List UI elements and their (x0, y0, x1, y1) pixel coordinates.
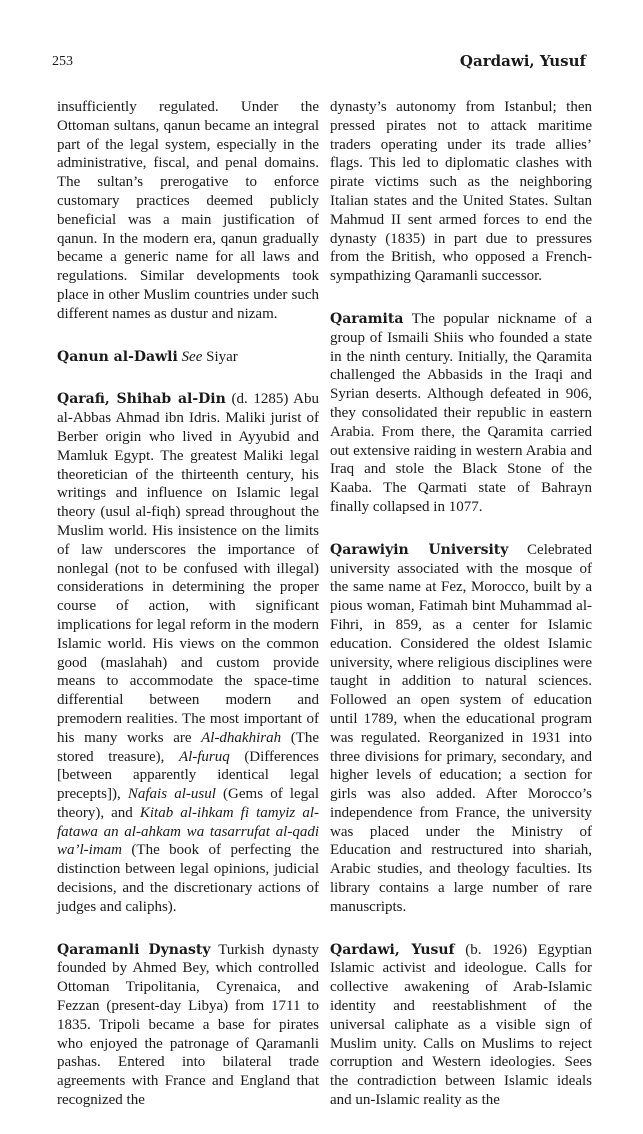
running-head: Qardawi, Yusuf (459, 52, 586, 70)
work-title: Kitab al-ihkam fi tamyiz al-fatawa an al-ahkam wa tasarrufat al-qadi wa’l-imam (57, 804, 319, 859)
continuation-paragraph (57, 98, 319, 324)
entry-qardawi-yusuf (330, 941, 592, 1110)
entry-text: The popular nickname of a group of Ismaili Shiis who founded a state in the ninth century. Initially, the Qaramita challenged the Abbasids in the Iraqi and Syrian deserts. Although defeated in 906, they consolidated their republic in eastern Arabia. From there, the Qaramita carried out extensive raiding in western Arabia and Iraq and stole the Black Stone of the Kaaba. The Qarmati state of Bahrayn finally collapsed in 1077. (330, 310, 592, 515)
entry-qarawiyin-university (330, 541, 592, 917)
entry-text: (Gems of legal theory), and (57, 786, 319, 821)
entry-qanun-al-dawli (57, 348, 319, 367)
entry-text: (b. 1926) Egyptian Islamic activist and ideologue. Calls for collective awakening of Arab-Islamic identity and reestablishment of the universal caliphate as a visible sign of Muslim unity. Calls on Muslims to reject corruption and Western ideologies. Sees the contradiction between Islamic ideals and un-Islamic reality as the (330, 941, 592, 1109)
cross-reference-link[interactable]: Siyar (206, 348, 238, 365)
continuation-paragraph (330, 98, 592, 286)
work-title: Al-furuq (178, 748, 230, 765)
work-title: Al-dhakhirah (201, 729, 282, 746)
entry-text: (The stored treasure), (57, 729, 320, 765)
headword: Qardawi, Yusuf (330, 941, 455, 958)
entry-qaramanli-dynasty (57, 941, 319, 1110)
entry-text: (Differences [between apparently identical legal precepts]), (57, 748, 319, 803)
right-column (330, 98, 592, 1134)
entry-text: Turkish dynasty founded by Ahmed Bey, which controlled Ottoman Tripolitania, Cyrenaica, and Fezzan (present-day Libya) from 1711 to 1835. Tripoli became a base for pirates who enjoyed the patronage of Qaramanli pashas. Entered into bilateral trade agreements with France and England that recognized the (57, 941, 319, 1109)
entry-qarafi (57, 390, 319, 916)
entry-text: (d. 1285) Abu al-Abbas Ahmad ibn Idris. Maliki jurist of Berber origin who lived in Ayyubid and Mamluk Egypt. The greatest Maliki legal theoretician of the thirteenth century, his writings and influence on Islamic legal theory (usul al-fiqh) spread throughout the Muslim world. His insistence on the limits of law underscores the importance of nonlegal (not to be confused with illegal) considerations in determining the proper course of action, with significant implications for legal reform in the modern Islamic world. His views on the common good (maslahah) and custom provide means to accommodate the space-time differential between modern and premodern realities. The most important of his many works are (57, 391, 320, 746)
headword: Qarawiyin University (330, 541, 509, 558)
headword: Qaramita (330, 310, 404, 327)
page-number: 253 (52, 54, 73, 69)
work-title: Nafais al-usul (127, 786, 216, 803)
entry-text: Celebrated university associated with the mosque of the same name at Fez, Morocco, built by a pious woman, Fatimah bint Muhammad al-Fihri, in 859, as a center for Islamic education. Considered the oldest Islamic university, where religious disciplines were taught in addition to natural sciences. Followed an open system of education until 1789, when the educational program was regulated. Reorganized in 1931 into three divisions for primary, secondary, and higher levels of education; a section for girls was also added. After Morocco’s independence from France, the university was placed under the Ministry of Education and restructured into shariah, Arabic studies, and theology faculties. Its library contains a large number of rare manuscripts. (330, 541, 593, 915)
see-reference: See (181, 348, 203, 365)
continuation-text: dynasty’s autonomy from Istanbul; then pressed pirates not to attack maritime traders operating under its trade allies’ flags. This led to diplomatic clashes with pirate victims such as the neighboring Italian states and the United States. Sultan Mahmud II sent armed forces to end the dynasty (1835) in part due to pressures from the British, who opposed a French-sympathizing Qaramanli successor. (330, 99, 592, 285)
headword: Qarafi, Shihab al-Din (57, 391, 226, 408)
entry-qaramita (330, 310, 592, 517)
continuation-text: insufficiently regulated. Under the Ottoman sultans, qanun became an integral part of the legal system, especially in the administrative, fiscal, and penal domains. The sultan’s prerogative to enforce customary practices deemed publicly beneficial was a main justification of qanun. In the modern era, qanun gradually became a generic name for all laws and regulations. Similar developments took place in other Muslim countries under such different names as dustur and nizam. (57, 99, 319, 322)
headword: Qaramanli Dynasty (57, 941, 211, 958)
headword: Qanun al-Dawli (57, 348, 178, 365)
entry-text: (The book of perfecting the distinction between legal opinions, judicial decisions, and the discretionary actions of judges and caliphs). (57, 842, 320, 915)
left-column (57, 98, 319, 1134)
